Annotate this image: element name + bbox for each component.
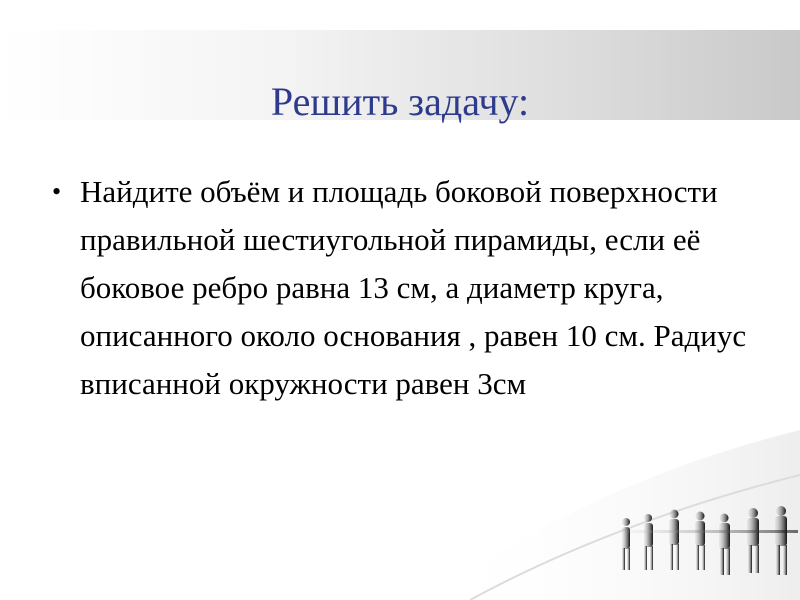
problem-text: Найдите объём и площадь боковой поверхности правильной шестиугольной пирамиды, если её боковое ребро равна 13 см, а диаметр круга, описанного около основания , равен 10 см. Радиус вписанной окружности равен 3см	[80, 174, 747, 401]
people-silhouettes-decoration	[430, 430, 800, 600]
problem-list	[52, 168, 772, 408]
slide-title: Решить задачу:	[270, 79, 530, 124]
bullet-icon: •	[52, 177, 62, 206]
problem-item	[52, 168, 772, 408]
